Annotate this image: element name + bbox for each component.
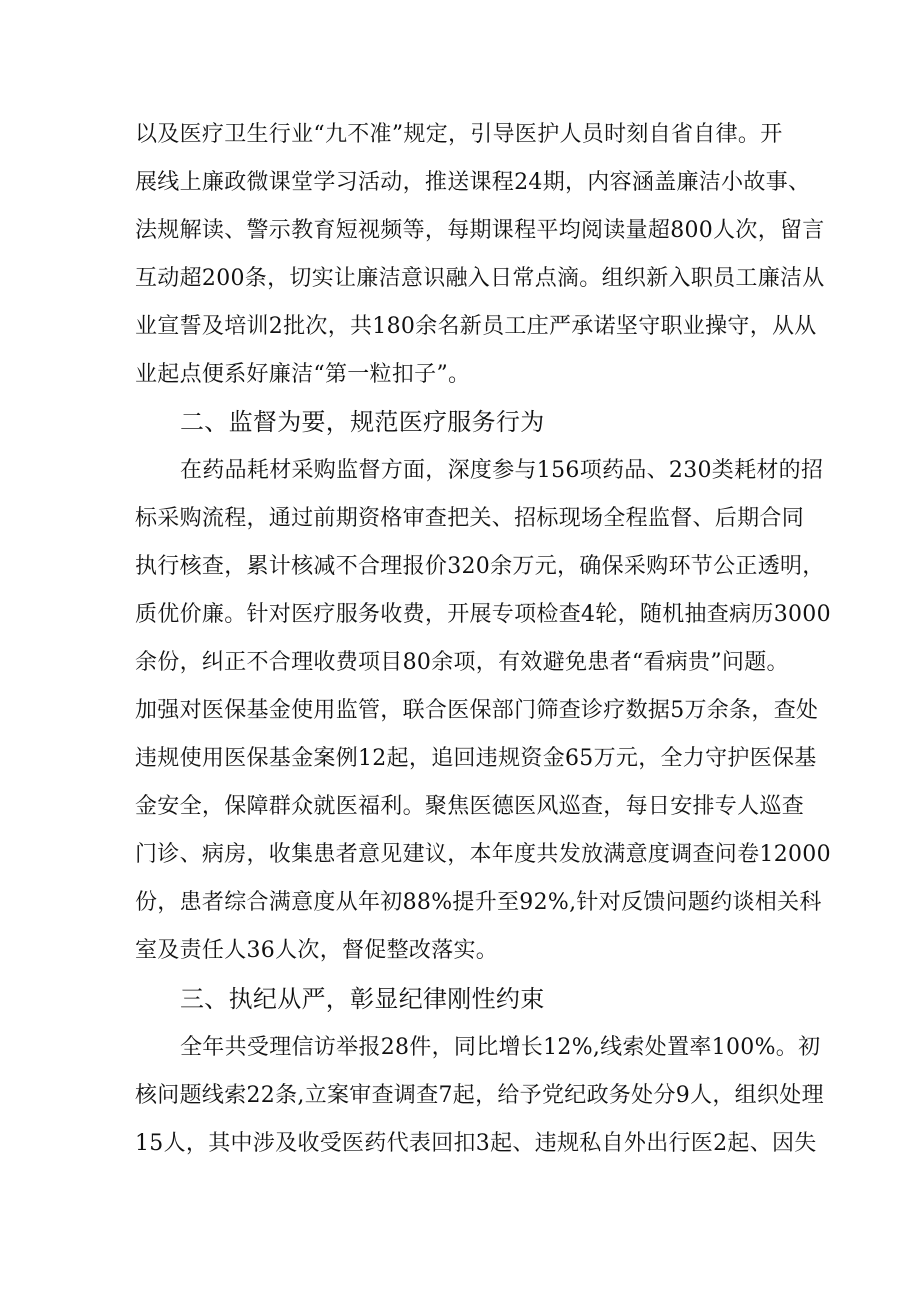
section-heading-2: 二、监督为要，规范医疗服务行为	[180, 408, 545, 436]
text-line: 业起点便系好廉洁“第一粒扣子”。	[135, 362, 471, 387]
text-line: 标采购流程，通过前期资格审查把关、招标现场全程监督、后期合同	[135, 506, 805, 531]
text-line: 业宣誓及培训2批次，共180余名新员工庄严承诺坚守职业操守，从从	[135, 314, 817, 339]
text-line: 核问题线索22条,立案审查调查7起，给予党纪政务处分9人，组织处理	[135, 1083, 824, 1108]
text-line: 法规解读、警示教育短视频等，每期课程平均阅读量超800人次，留言	[135, 218, 825, 243]
text-line: 以及医疗卫生行业“九不准”规定，引导医护人员时刻自省自律。开	[135, 122, 783, 147]
text-line: 互动超200条，切实让廉洁意识融入日常点滴。组织新入职员工廉洁从	[135, 266, 825, 291]
text-line: 执行核查，累计核减不合理报价320余万元，确保采购环节公正透明，	[135, 554, 825, 579]
text-line: 全年共受理信访举报28件，同比增长12%,线索处置率100%。初	[180, 1035, 821, 1060]
text-line: 在药品耗材采购监督方面，深度参与156项药品、230类耗材的招	[180, 458, 824, 483]
text-line: 违规使用医保基金案例12起，追回违规资金65万元，全力守护医保基	[135, 746, 817, 771]
text-line: 金安全，保障群众就医福利。聚焦医德医风巡查，每日安排专人巡查	[135, 794, 805, 819]
text-line: 门诊、病房，收集患者意见建议，本年度共发放满意度调查问卷12000	[135, 842, 831, 867]
section-heading-3: 三、执纪从严，彰显纪律刚性约束	[180, 985, 545, 1013]
text-line: 室及责任人36人次，督促整改落实。	[135, 938, 499, 963]
text-line: 质优价廉。针对医疗服务收费，开展专项检查4轮，随机抽查病历3000	[135, 602, 831, 627]
text-line: 15人，其中涉及收受医药代表回扣3起、违规私自外出行医2起、因失	[135, 1131, 817, 1156]
text-line: 份，患者综合满意度从年初88%提升至92%,针对反馈问题约谈相关科	[135, 890, 822, 915]
text-line: 展线上廉政微课堂学习活动，推送课程24期，内容涵盖廉洁小故事、	[135, 170, 811, 195]
text-line: 余份，纠正不合理收费项目80余项，有效避免患者“看病贵”问题。	[135, 650, 789, 675]
text-line: 加强对医保基金使用监管，联合医保部门筛查诊疗数据5万余条，查处	[135, 698, 819, 723]
